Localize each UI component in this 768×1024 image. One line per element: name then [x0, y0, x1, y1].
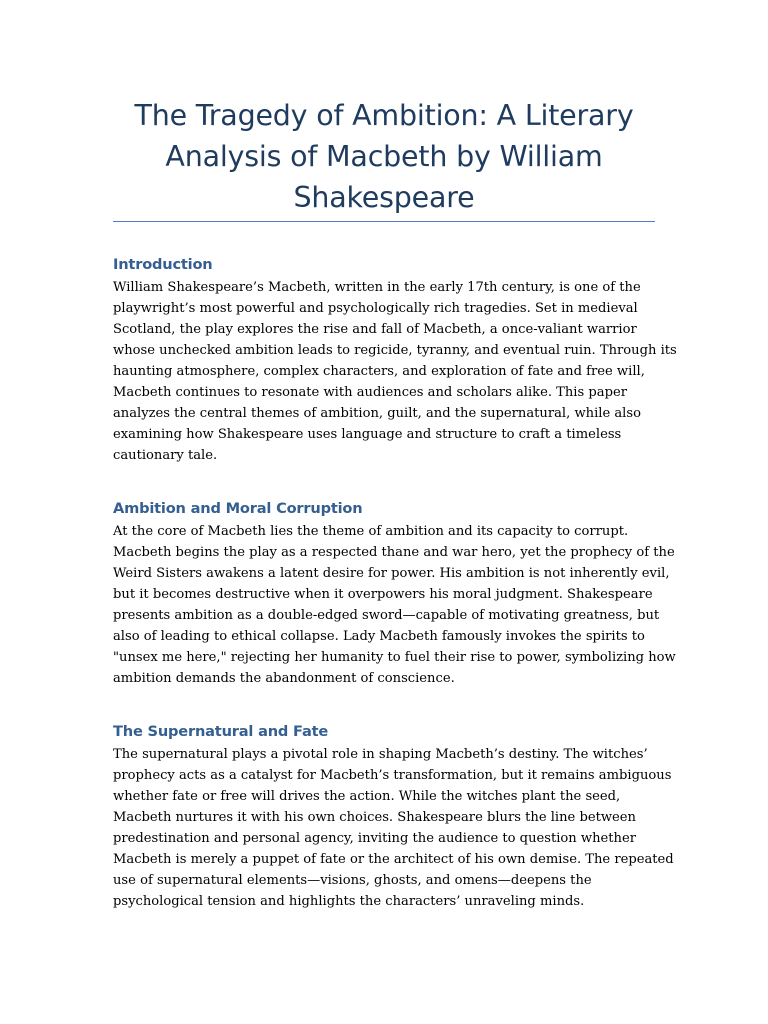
paragraph-line: Weird Sisters awakens a latent desire for power. His ambition is not inherently evil,	[113, 566, 670, 581]
section-heading: Introduction	[113, 256, 213, 273]
paragraph-line: also of leading to ethical collapse. Lady Macbeth famously invokes the spirits to	[113, 629, 645, 644]
paragraph-line: "unsex me here," rejecting her humanity to fuel their rise to power, symbolizing how	[113, 650, 676, 665]
paragraph-line: Macbeth nurtures it with his own choices. Shakespeare blurs the line between	[113, 810, 636, 825]
paragraph-line: presents ambition as a double-edged sword—capable of motivating greatness, but	[113, 608, 660, 623]
section-heading: Ambition and Moral Corruption	[113, 500, 363, 517]
paragraph-line: predestination and personal agency, inviting the audience to question whether	[113, 831, 636, 846]
section-ambition-and-moral-corruption	[113, 499, 676, 689]
paragraph-line: playwright’s most powerful and psychologically rich tragedies. Set in medieval	[113, 301, 638, 316]
section-paragraph	[113, 744, 674, 912]
section-the-supernatural-and-fate	[113, 722, 674, 912]
section-heading: The Supernatural and Fate	[113, 723, 329, 740]
paragraph-line: At the core of Macbeth lies the theme of ambition and its capacity to corrupt.	[113, 524, 629, 539]
paragraph-line: cautionary tale.	[113, 448, 218, 463]
title-underline	[113, 221, 655, 222]
paragraph-line: Macbeth begins the play as a respected thane and war hero, yet the prophecy of the	[113, 545, 675, 560]
paragraph-line: Macbeth continues to resonate with audiences and scholars alike. This paper	[113, 385, 627, 400]
paragraph-line: Macbeth is merely a puppet of fate or the architect of his own demise. The repeated	[113, 852, 674, 867]
paragraph-line: haunting atmosphere, complex characters, and exploration of fate and free will,	[113, 364, 645, 379]
paragraph-line: ambition demands the abandonment of conscience.	[113, 671, 455, 686]
section-paragraph	[113, 521, 676, 689]
paragraph-line: whether fate or free will drives the action. While the witches plant the seed,	[113, 789, 621, 804]
paragraph-line: examining how Shakespeare uses language and structure to craft a timeless	[113, 427, 622, 442]
paragraph-line: The supernatural plays a pivotal role in shaping Macbeth’s destiny. The witches’	[113, 747, 648, 762]
paragraph-line: whose unchecked ambition leads to regicide, tyranny, and eventual ruin. Through its	[113, 343, 677, 358]
paragraph-line: analyzes the central themes of ambition, guilt, and the supernatural, while also	[113, 406, 641, 421]
paragraph-line: psychological tension and highlights the characters’ unraveling minds.	[113, 894, 585, 909]
section-paragraph	[113, 277, 677, 466]
section-introduction	[113, 255, 677, 466]
document-title: The Tragedy of Ambition: A Literary Analysis of Macbeth by William Shakespeare	[134, 99, 634, 214]
paragraph-line: Scotland, the play explores the rise and fall of Macbeth, a once-valiant warrior	[113, 322, 637, 337]
paragraph-line: prophecy acts as a catalyst for Macbeth’s transformation, but it remains ambiguous	[113, 768, 672, 783]
paragraph-line: William Shakespeare’s Macbeth, written in the early 17th century, is one of the	[113, 280, 641, 295]
paragraph-line: use of supernatural elements—visions, ghosts, and omens—deepens the	[113, 873, 592, 888]
paragraph-line: but it becomes destructive when it overpowers his moral judgment. Shakespeare	[113, 587, 653, 602]
